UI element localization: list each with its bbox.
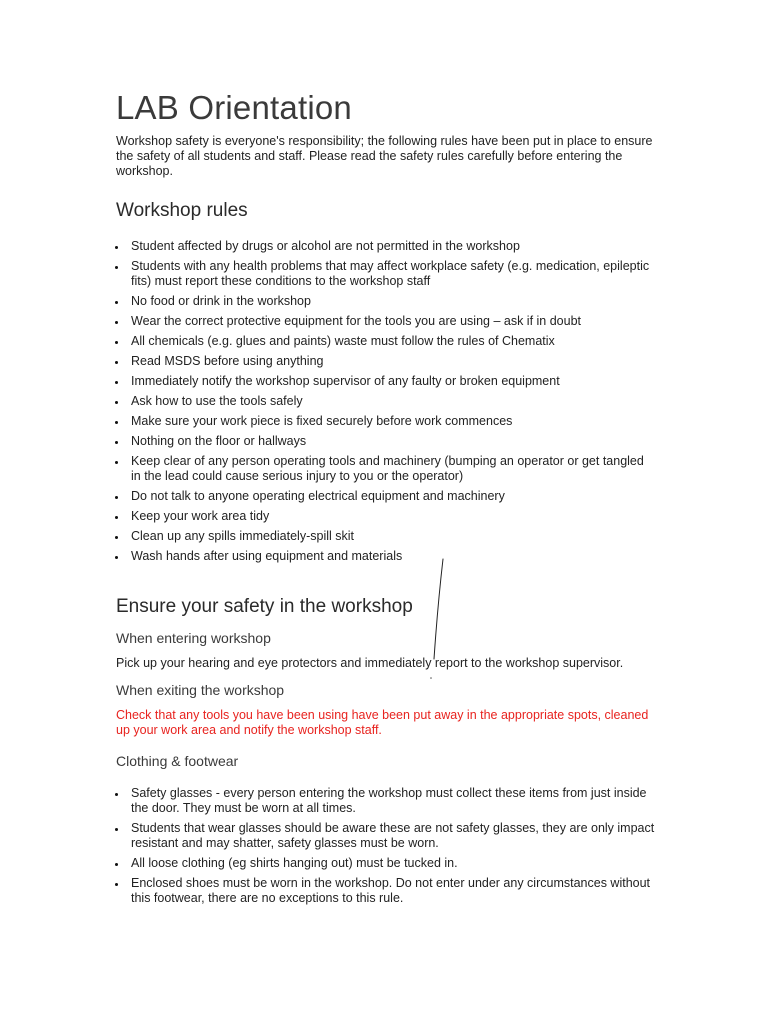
rule-item: Immediately notify the workshop supervisor of any faulty or broken equipment: [116, 374, 656, 389]
rule-item: Wear the correct protective equipment for the tools you are using – ask if in doubt: [116, 314, 656, 329]
rule-item: No food or drink in the workshop: [116, 294, 656, 309]
clothing-item: Students that wear glasses should be aware these are not safety glasses, they are only impact resistant and may shatter, safety glasses must be worn.: [116, 821, 656, 851]
rule-item: Ask how to use the tools safely: [116, 394, 656, 409]
workshop-rules-heading: Workshop rules: [116, 200, 248, 221]
intro-paragraph: Workshop safety is everyone's responsibility; the following rules have been put in place to ensure the safety of all students and staff. Please read the safety rules carefully before entering the workshop.: [116, 134, 653, 178]
rule-item: Students with any health problems that may affect workplace safety (e.g. medication, epileptic fits) must report these conditions to the workshop staff: [116, 259, 656, 289]
rule-item: Keep clear of any person operating tools and machinery (bumping an operator or get tangled in the lead could cause serious injury to you or the operator): [116, 454, 656, 484]
rule-item: Nothing on the floor or hallways: [116, 434, 656, 449]
clothing-list: [116, 786, 656, 906]
workshop-rules-list: [116, 239, 656, 564]
entering-heading: When entering workshop: [116, 630, 271, 646]
clothing-item: Safety glasses - every person entering the workshop must collect these items from just inside the door. They must be worn at all times.: [116, 786, 656, 816]
rule-item: Wash hands after using equipment and materials: [116, 549, 656, 564]
safety-heading: Ensure your safety in the workshop: [116, 596, 413, 617]
entering-text: Pick up your hearing and eye protectors and immediately report to the workshop supervisor.: [116, 656, 624, 670]
clothing-item: All loose clothing (eg shirts hanging out) must be tucked in.: [116, 856, 656, 871]
clothing-heading: Clothing & footwear: [116, 753, 239, 769]
clothing-item: Enclosed shoes must be worn in the workshop. Do not enter under any circumstances without this footwear, there are no exceptions to this rule.: [116, 876, 656, 906]
pen-stroke: [434, 559, 443, 659]
rule-item: Read MSDS before using anything: [116, 354, 656, 369]
rule-item: Make sure your work piece is fixed securely before work commences: [116, 414, 656, 429]
rule-item: Keep your work area tidy: [116, 509, 656, 524]
rule-item: All chemicals (e.g. glues and paints) waste must follow the rules of Chematix: [116, 334, 656, 349]
pen-scribble-mark: [420, 555, 460, 685]
pen-dot: [430, 677, 432, 679]
rule-item: Do not talk to anyone operating electrical equipment and machinery: [116, 489, 656, 504]
document-page: [116, 88, 656, 911]
exiting-text: Check that any tools you have been using have been put away in the appropriate spots, cleaned up your work area and notify the workshop staff.: [116, 708, 649, 737]
rule-item: Clean up any spills immediately-spill skit: [116, 529, 656, 544]
rule-item: Student affected by drugs or alcohol are not permitted in the workshop: [116, 239, 656, 254]
document-title: LAB Orientation: [116, 89, 352, 126]
exiting-heading: When exiting the workshop: [116, 682, 285, 698]
